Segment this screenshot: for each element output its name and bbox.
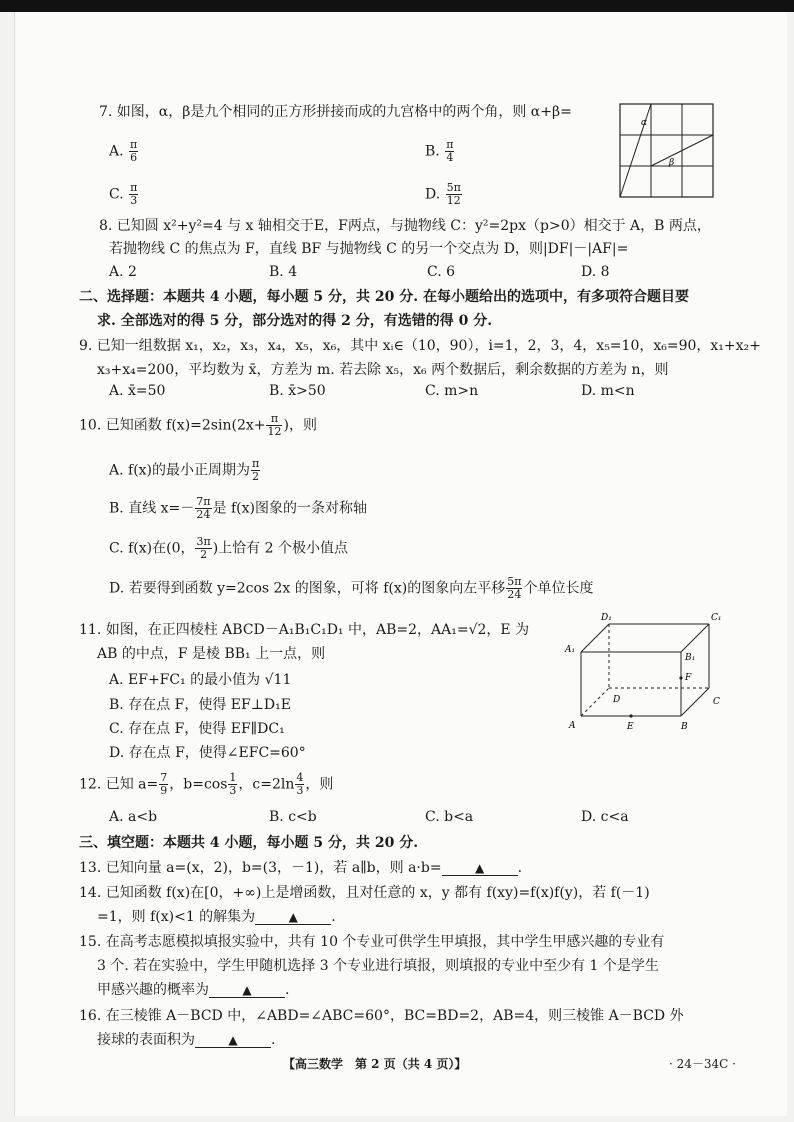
q14-line1: 14. 已知函数 f(x)在[0，+∞)上是增函数，且对任意的 x，y 都有 f(xy)=f(x)f(y)，若 f(－1) xyxy=(79,885,650,901)
q13-text: 13. 已知向量 a=(x，2)，b=(3，－1)，若 a∥b，则 a·b= ▲ . xyxy=(79,860,523,876)
q9-option-d: D. m<n xyxy=(581,383,635,399)
q10-option-d: D. 若要得到函数 y=2cos 2x 的图象，可将 f(x)的图象向左平移 $\frac{5\pi}{24}$ 个单位长度 xyxy=(109,575,594,601)
q9-option-b: B. x̄>50 xyxy=(269,383,326,399)
q15-answer-blank[interactable]: ▲ xyxy=(209,983,285,998)
q15-line1: 15. 在高考志愿模拟填报实验中，共有 10 个专业可供学生甲填报，其中学生甲感兴趣的专业有 xyxy=(79,934,665,950)
q11-label-b1: B₁ xyxy=(685,653,696,663)
q11-option-d: D. 存在点 F，使得∠EFC=60° xyxy=(109,745,306,761)
q10-stem: 10. 已知函数 f(x)=2sin(2x+ $\frac{\pi}{12}$ )，则 xyxy=(79,412,317,438)
top-black-border xyxy=(0,0,794,12)
q11-option-b: B. 存在点 F，使得 EF⊥D₁E xyxy=(109,697,291,713)
section-2-heading: 二、选择题：本题共 4 小题，每小题 5 分，共 20 分. 在每小题给出的选项中，有多项符合题目要 xyxy=(79,289,689,305)
q15-line2: 3 个. 若在实验中，学生甲随机选择 3 个专业进行填报，则填报的专业中至少有 1 个是学生 xyxy=(97,958,659,974)
q9-option-c: C. m>n xyxy=(425,383,479,399)
q8-option-a: A. 2 xyxy=(109,264,137,280)
q13-answer-blank[interactable]: ▲ xyxy=(442,861,518,876)
q10-option-b: B. 直线 x=－ $\frac{7\pi}{24}$ 是 f(x)图象的一条对称轴 xyxy=(109,495,367,521)
q9-option-a: A. x̄=50 xyxy=(109,383,166,399)
q12-option-b: B. c<b xyxy=(269,809,317,825)
q14-line2: =1，则 f(x)<1 的解集为 ▲ . xyxy=(97,909,336,925)
q16-line1: 16. 在三棱锥 A－BCD 中，∠ABD=∠ABC=60°，BC=BD=2，AB=4，则三棱锥 A－BCD 外 xyxy=(79,1008,684,1024)
q7-option-d: D. $\frac{5\pi}{12}$ xyxy=(425,181,461,207)
q9-line2: x₃+x₄=200，平均数为 x̄，方差为 m. 若去除 x₅，x₆ 两个数据后，剩余数据的方差为 n，则 xyxy=(97,362,669,378)
q8-option-c: C. 6 xyxy=(427,264,456,280)
q9-line1: 9. 已知一组数据 x₁，x₂，x₃，x₄，x₅，x₆，其中 xᵢ∈（10，90），i=1，2，3，4，x₅=10，x₆=90，x₁+x₂+ xyxy=(79,338,761,354)
q11-label-a: A xyxy=(569,721,576,731)
q11-label-b: B xyxy=(681,722,688,732)
q11-label-c: C xyxy=(713,697,720,707)
q11-prism-figure xyxy=(559,608,729,738)
q11-label-a1: A₁ xyxy=(565,645,576,655)
q12-stem: 12. 已知 a= $\frac{7}{9}$ ，b=cos $\frac{1}{3}$ ，c=2ln $\frac{4}{3}$ ，则 xyxy=(79,771,334,797)
q7-stem: 7. 如图，α，β是九个相同的正方形拼接而成的九宫格中的两个角，则 α+β= xyxy=(99,104,572,120)
q12-option-d: D. c<a xyxy=(581,809,629,825)
q10-option-c: C. f(x)在(0， $\frac{3\pi}{2}$ )上恰有 2 个极小值点 xyxy=(109,535,348,561)
q10-option-a: A. f(x)的最小正周期为 $\frac{\pi}{2}$ xyxy=(109,457,260,483)
q7-option-a: A. $\frac{\pi}{6}$ xyxy=(109,138,138,164)
section-2-heading-line2: 求. 全部选对的得 5 分，部分选对的得 2 分，有选错的得 0 分. xyxy=(97,313,493,329)
q11-label-f: F xyxy=(685,673,692,683)
q8-line2: 若抛物线 C 的焦点为 F，直线 BF 与抛物线 C 的另一个交点为 D，则|DF|－|AF|= xyxy=(109,241,629,257)
q12-option-a: A. a<b xyxy=(109,809,158,825)
q16-answer-blank[interactable]: ▲ xyxy=(195,1033,271,1048)
q7-option-c: C. $\frac{\pi}{3}$ xyxy=(109,181,138,207)
section-3-heading: 三、填空题：本题共 4 小题，每小题 5 分，共 20 分. xyxy=(79,835,419,851)
q15-line3: 甲感兴趣的概率为 ▲ . xyxy=(97,982,290,998)
q12-option-c: C. b<a xyxy=(425,809,474,825)
q11-option-c: C. 存在点 F，使得 EF∥DC₁ xyxy=(109,721,285,737)
footer-code: · 24－34C · xyxy=(669,1057,736,1071)
q7-beta-label: β xyxy=(669,158,675,168)
q8-option-d: D. 8 xyxy=(581,264,610,280)
q11-label-e: E xyxy=(627,722,634,732)
q7-grid-figure xyxy=(619,103,715,199)
q7-alpha-label: α xyxy=(641,118,648,128)
q11-option-a: A. EF+FC₁ 的最小值为 √11 xyxy=(109,672,292,688)
q11-line2: AB 的中点，F 是棱 BB₁ 上一点，则 xyxy=(97,646,326,662)
q11-label-d: D xyxy=(613,695,621,705)
q8-line1: 8. 已知圆 x²+y²=4 与 x 轴相交于E，F两点，与抛物线 C：y²=2px（p>0）相交于 A，B 两点， xyxy=(99,218,711,234)
q11-line1: 11. 如图，在正四棱柱 ABCD－A₁B₁C₁D₁ 中，AB=2，AA₁=√2，E 为 xyxy=(79,622,530,638)
q11-label-d1: D₁ xyxy=(601,613,612,623)
exam-page xyxy=(14,12,787,1116)
q11-label-c1: C₁ xyxy=(711,613,722,623)
q8-option-b: B. 4 xyxy=(269,264,298,280)
footer-page-info: 【高三数学 第 2 页（共 4 页）】 xyxy=(283,1057,467,1071)
q7-option-b: B. $\frac{\pi}{4}$ xyxy=(425,138,454,164)
q14-answer-blank[interactable]: ▲ xyxy=(255,910,331,925)
q16-line2: 接球的表面积为 ▲ . xyxy=(97,1032,276,1048)
